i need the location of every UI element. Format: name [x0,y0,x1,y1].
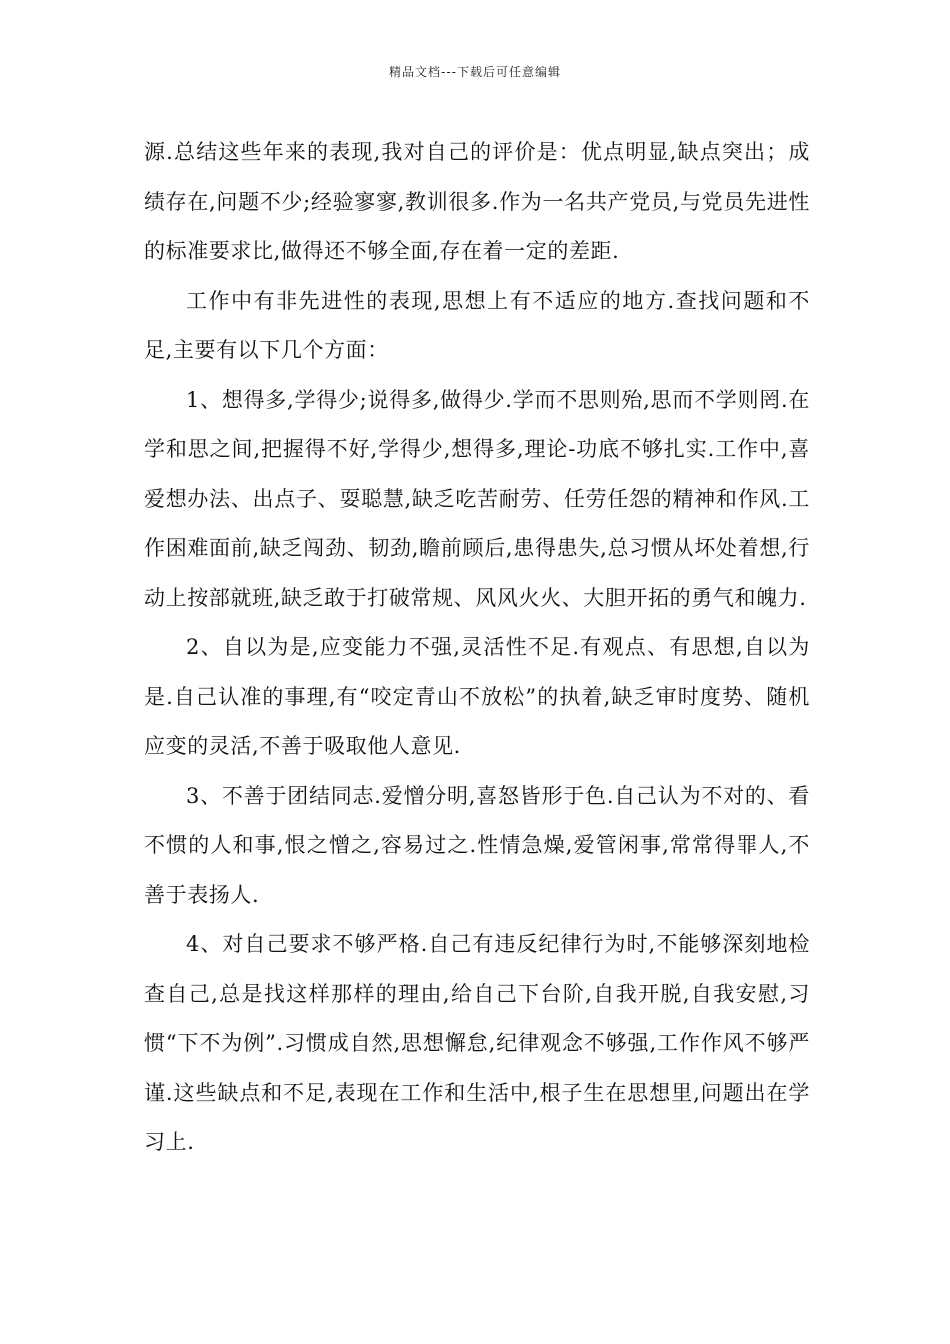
paragraph-intro: 工作中有非先进性的表现,思想上有不适应的地方.查找问题和不足,主要有以下几个方面： [144,288,810,362]
page-header: 精品文档---下载后可任意编辑 [389,65,561,79]
paragraph-continuation: 源.总结这些年来的表现,我对自己的评价是：优点明显,缺点突出；成绩存在,问题不少;经验寥寥,教训很多.作为一名共产党员,与党员先进性的标准要求比,做得还不够全面,存在着一定的差距. [144,140,810,263]
paragraph-item-3: 3、不善于团结同志.爱憎分明,喜怒皆形于色.自己认为不对的、看不惯的人和事,恨之憎之,容易过之.性情急燥,爱管闲事,常常得罪人,不善于表扬人. [144,783,810,907]
paragraph-item-2: 2、自以为是,应变能力不强,灵活性不足.有观点、有思想,自以为是.自己认准的事理,有“咬定青山不放松”的执着,缺乏审时度势、随机应变的灵活,不善于吸取他人意见. [144,635,810,758]
document-body [144,128,810,1168]
paragraph-item-4: 4、对自己要求不够严格.自己有违反纪律行为时,不能够深刻地检查自己,总是找这样那样的理由,给自己下台阶,自我开脱,自我安慰,习惯“下不为例”.习惯成自然,思想懈怠,纪律观念不够强,工作作风不够严谨.这些缺点和不足,表现在工作和生活中,根子生在思想里,问题出在学习上. [144,932,810,1154]
paragraph-item-1: 1、想得多,学得少;说得多,做得少.学而不思则殆,思而不学则罔.在学和思之间,把握得不好,学得少,想得多,理论-功底不够扎实.工作中,喜爱想办法、出点子、耍聪慧,缺乏吃苦耐劳、任劳任怨的精神和作风.工作困难面前,缺乏闯劲、韧劲,瞻前顾后,患得患失,总习惯从坏处着想,行动上按部就班,缺乏敢于打破常规、风风火火、大胆开拓的勇气和魄力. [144,387,810,610]
